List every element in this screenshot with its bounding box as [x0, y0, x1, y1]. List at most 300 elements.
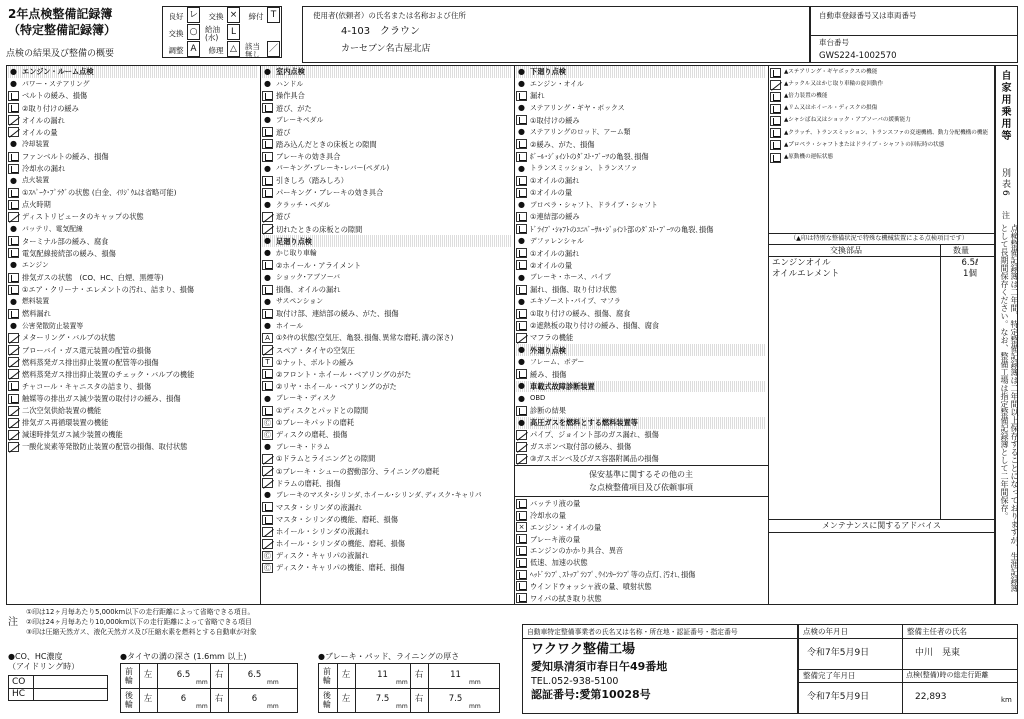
check-mark-icon[interactable] — [8, 152, 19, 162]
check-item — [8, 127, 258, 139]
not-applicable-icon[interactable] — [8, 406, 19, 416]
bullet-icon[interactable]: ● — [518, 78, 525, 88]
check-mark-icon[interactable] — [516, 406, 527, 416]
item-text: ﾄﾞﾗｲﾌﾞ･ｼｬﾌﾄのﾕﾆﾊﾞｰｻﾙ･ｼﾞｮｲﾝﾄ部のﾀﾞｽﾄ･ﾌﾞｰﾂの亀裂､損傷 — [530, 224, 714, 234]
not-applicable-icon[interactable] — [8, 345, 19, 355]
not-applicable-icon[interactable] — [262, 224, 273, 234]
check-mark-icon[interactable] — [516, 91, 527, 101]
item-text: ホイール・シリンダの機能、磨耗、損傷 — [276, 539, 405, 549]
side-note-head: 注 — [1002, 211, 1010, 220]
check-mark-icon[interactable] — [516, 570, 527, 580]
check-mark-icon[interactable] — [262, 127, 273, 137]
item-text: 下廻り点検 — [530, 67, 566, 77]
not-applicable-icon[interactable] — [8, 127, 19, 137]
complete-label: 整備完了年月日 — [803, 671, 856, 680]
check-mark-icon[interactable] — [8, 91, 19, 101]
item-text: ﾍｯﾄﾞﾗﾝﾌﾟ､ｽﾄｯﾌﾟﾗﾝﾌﾟ､ｳｲﾝｶｰﾗﾝﾌﾟ等の点灯､汚れ､損傷 — [530, 570, 696, 580]
bullet-icon[interactable]: ● — [518, 296, 525, 306]
not-applicable-icon[interactable] — [8, 369, 19, 379]
measurement-value: 11 — [450, 670, 461, 680]
odo-value: 22,893 — [915, 692, 947, 702]
check-mark-icon[interactable] — [516, 321, 527, 331]
check-item — [516, 581, 766, 593]
check-mark-icon[interactable] — [516, 152, 527, 162]
check-item — [262, 526, 512, 538]
check-item — [8, 332, 258, 344]
qty-head: 数量 — [953, 246, 969, 255]
check-mark-icon[interactable] — [516, 260, 527, 270]
item-text: 燃料蒸発ガス排出抑止装置の配管等の損傷 — [22, 357, 159, 367]
parts-head: 交換部品 — [830, 246, 862, 255]
group-label — [8, 296, 258, 308]
not-applicable-icon[interactable] — [770, 80, 781, 90]
check-item — [262, 356, 512, 368]
shop-box — [522, 624, 798, 714]
check-mark-icon[interactable] — [8, 381, 19, 391]
item-text: バッテリ、電気配線 — [22, 224, 83, 233]
bullet-icon[interactable]: ● — [518, 66, 525, 76]
check-item — [516, 441, 766, 453]
item-text: 取付け部、連結部の緩み、がた、損傷 — [276, 309, 399, 319]
not-applicable-icon[interactable] — [516, 454, 527, 464]
bullet-icon[interactable]: ● — [264, 248, 271, 258]
bullet-icon[interactable]: ● — [264, 320, 271, 330]
check-item — [262, 405, 512, 417]
item-text: パーキング･ブレーキ･レバー(ペダル) — [276, 164, 390, 173]
item-text: デファレンシャル — [530, 236, 584, 245]
check-item — [8, 308, 258, 320]
group-label — [516, 296, 766, 308]
check-mark-icon[interactable] — [516, 369, 527, 379]
item-text: ③ガスボンベ及びガス容器附属品の損傷 — [530, 454, 659, 464]
legend-label: 該当無し — [245, 42, 260, 59]
group-label — [516, 356, 766, 368]
item-text: ②遮熱板の取り付けの緩み、損傷、腐食 — [530, 321, 660, 331]
item-text: ブレーキ・ホース、パイプ — [530, 273, 611, 282]
item-text: ①ブレーキパッドの磨耗 — [276, 418, 355, 428]
check-mark-icon[interactable] — [8, 285, 19, 295]
tire-table — [120, 663, 298, 713]
item-text: ▲原動機の運転状態 — [784, 153, 834, 160]
part-qty: 1個 — [963, 269, 977, 279]
item-text: 室内点検 — [276, 67, 305, 77]
check-item — [516, 320, 766, 332]
check-item — [770, 67, 994, 79]
check-mark-icon[interactable] — [770, 140, 781, 150]
shop-address: 愛知県清須市春日午49番地 — [531, 660, 668, 673]
item-text: ブレーキ液の量 — [530, 534, 581, 544]
item-text: エンジン — [22, 261, 49, 270]
other-items-head2: な点検整備項目及び依頼事項 — [589, 483, 693, 492]
check-item — [516, 175, 766, 187]
check-item — [262, 332, 512, 344]
check-mark-icon[interactable] — [262, 285, 273, 295]
shop-cert: 認証番号:愛第10028号 — [531, 688, 651, 701]
item-text: 点火装置 — [22, 176, 50, 185]
item-text: オイルの漏れ — [22, 115, 65, 125]
doc-title: 2年点検整備記録簿 （特定整備記録簿） — [8, 7, 117, 37]
item-text: 外廻り点検 — [530, 345, 566, 355]
check-mark-icon[interactable] — [770, 116, 781, 126]
check-mark-icon[interactable] — [262, 515, 273, 525]
item-text: ①取り付けの緩み、損傷、腐食 — [530, 309, 631, 319]
item-text: ②フロント・ホイール・ベアリングのがた — [276, 369, 412, 379]
group-label — [262, 248, 512, 260]
item-text: 足廻り点検 — [276, 236, 312, 246]
not-applicable-icon[interactable] — [262, 527, 273, 537]
not-applicable-icon[interactable] — [8, 212, 19, 222]
side-title: 自家用乗用等 — [999, 70, 1010, 142]
check-mark-icon[interactable] — [8, 200, 19, 210]
check-mark-icon[interactable] — [516, 511, 527, 521]
item-text: ディスク・キャリパの液漏れ — [276, 551, 369, 561]
check-item — [516, 248, 766, 260]
check-item — [262, 477, 512, 489]
legend-symbol: A — [187, 41, 200, 57]
check-item — [8, 187, 258, 199]
bullet-icon[interactable]: ● — [518, 163, 525, 173]
item-text: ▲倍力装置の機能 — [784, 93, 828, 100]
item-text: ①ナット、ボルトの緩み — [276, 357, 354, 367]
check-item — [8, 151, 258, 163]
check-mark-icon[interactable] — [262, 260, 273, 270]
tire-head: ●タイヤの溝の深さ (1.6mm 以上) — [120, 652, 247, 661]
owner-store: カーセブン名古屋北店 — [341, 44, 431, 54]
clean-icon[interactable]: Ⓒ — [264, 551, 271, 560]
not-applicable-icon[interactable] — [8, 333, 19, 343]
group-label — [516, 78, 766, 90]
unit-label: mm — [396, 703, 408, 710]
check-mark-icon[interactable] — [516, 212, 527, 222]
legend-symbol: ／ — [267, 41, 280, 57]
item-text: オイルの量 — [22, 127, 58, 137]
bullet-icon[interactable]: ● — [10, 66, 17, 76]
bullet-icon[interactable]: ● — [10, 260, 17, 270]
check-mark-icon[interactable] — [8, 248, 19, 258]
clean-icon[interactable]: Ⓒ — [264, 563, 271, 572]
not-applicable-icon[interactable] — [262, 539, 273, 549]
bullet-icon[interactable]: ● — [264, 490, 271, 500]
check-item — [262, 538, 512, 550]
item-text: ①ﾀｲﾔの状態(空気圧、亀裂､損傷､異常な磨耗､溝の深さ) — [276, 333, 454, 343]
group-label — [8, 223, 258, 235]
front-wheel-label: 前輪 — [125, 667, 133, 685]
check-mark-icon[interactable] — [516, 309, 527, 319]
check-item — [262, 175, 512, 187]
chassis-number: GWS224-1002570 — [819, 51, 897, 61]
item-text: 電気配線接続部の緩み、損傷 — [22, 248, 116, 258]
check-mark-icon[interactable] — [770, 128, 781, 138]
item-text: 引きしろ（踏みしろ） — [276, 176, 348, 186]
item-text: マスタ・シリンダの液漏れ — [276, 502, 362, 512]
check-mark-icon[interactable] — [8, 394, 19, 404]
section-header — [516, 344, 766, 356]
item-text: 一酸化炭素等発散防止装置の配管の損傷、取付状態 — [22, 442, 188, 452]
item-text: 診断の結果 — [530, 406, 566, 416]
check-item — [770, 103, 994, 115]
side-label: 左 — [143, 694, 153, 704]
item-text: ショック･アブソーバ — [276, 273, 341, 282]
bullet-icon[interactable]: ● — [518, 127, 525, 137]
owner-label: 使用者(依頼者）の氏名または名称および住所 — [313, 11, 466, 20]
bullet-icon[interactable]: ● — [518, 236, 525, 246]
item-text: パーキング・ブレーキの効き具合 — [276, 188, 384, 198]
check-mark-icon[interactable] — [516, 248, 527, 258]
check-mark-icon[interactable] — [516, 285, 527, 295]
check-mark-icon[interactable] — [8, 164, 19, 174]
unit-label: mm — [469, 679, 481, 686]
rear-wheel-label: 後輪 — [125, 691, 133, 709]
check-item — [516, 510, 766, 522]
check-item — [262, 514, 512, 526]
check-mark-icon[interactable] — [262, 502, 273, 512]
check-mark-icon[interactable] — [262, 176, 273, 186]
item-text: 減速時排気ガス減少装置の機能 — [22, 430, 123, 440]
check-mark-icon[interactable] — [262, 152, 273, 162]
group-label — [516, 199, 766, 211]
item-text: 触媒等の排出ガス減少装置の取付けの緩み、損傷 — [22, 393, 181, 403]
side-label: 右 — [414, 694, 424, 704]
item-text: 燃料装置 — [22, 297, 50, 306]
check-item — [262, 429, 512, 441]
not-applicable-icon[interactable] — [8, 442, 19, 452]
item-text: ﾎﾞｰﾙ･ｼﾞｮｲﾝﾄのﾀﾞｽﾄ･ﾌﾞｰﾂの亀裂､損傷 — [530, 151, 649, 161]
item-text: 二次空気供給装置の機能 — [22, 406, 102, 416]
item-text: ②緩み、がた、損傷 — [530, 139, 595, 149]
check-mark-icon[interactable] — [262, 369, 273, 379]
item-text: 損傷、オイルの漏れ — [276, 285, 341, 295]
item-text: ベルトの緩み、損傷 — [22, 91, 88, 101]
not-applicable-icon[interactable] — [262, 466, 273, 476]
bullet-icon[interactable]: ● — [518, 103, 525, 113]
group-label — [262, 490, 512, 502]
item-text: エンジンのかかり具合、異音 — [530, 546, 624, 556]
not-applicable-icon[interactable] — [516, 430, 527, 440]
item-text: 操作具合 — [276, 91, 305, 101]
check-item — [770, 79, 994, 91]
check-item — [262, 502, 512, 514]
bullet-icon[interactable]: ● — [264, 78, 271, 88]
item-text: エンジン・オイルの量 — [530, 522, 602, 532]
pad-head: ●ブレーキ・パッド、ライニングの厚さ — [318, 652, 460, 661]
item-text: ワイパの拭き取り状態 — [530, 593, 602, 603]
chief-name: 中川 晃東 — [915, 648, 961, 658]
check-item — [262, 223, 512, 235]
advice-head: メンテナンスに関するアドバイス — [821, 521, 942, 530]
check-mark-icon[interactable] — [516, 558, 527, 568]
not-applicable-icon[interactable] — [262, 478, 273, 488]
check-item — [8, 90, 258, 102]
item-text: ①ブレーキ・シューの摺動部分、ライニングの磨耗 — [276, 466, 440, 476]
item-text: 遊び — [276, 212, 291, 222]
bullet-icon[interactable]: ● — [10, 175, 17, 185]
legend-label: 給油(水) — [205, 25, 220, 42]
owner-name: 4-103 クラウン — [341, 26, 421, 37]
item-text: バッテリ液の量 — [530, 499, 581, 509]
replace-icon[interactable]: × — [516, 522, 527, 532]
not-applicable-icon[interactable] — [8, 430, 19, 440]
check-mark-icon[interactable] — [516, 139, 527, 149]
check-mark-icon[interactable] — [262, 309, 273, 319]
bullet-icon[interactable]: ● — [10, 139, 17, 149]
item-text: 車載式故障診断装置 — [530, 381, 595, 391]
check-mark-icon[interactable] — [8, 188, 19, 198]
item-text: 冷却水の漏れ — [22, 164, 66, 174]
check-mark-icon[interactable] — [516, 581, 527, 591]
bullet-icon[interactable]: ● — [264, 115, 271, 125]
check-item — [8, 441, 258, 453]
clean-icon[interactable]: Ⓒ — [264, 430, 271, 439]
clean-icon[interactable]: Ⓒ — [264, 418, 271, 427]
legend-symbol: L — [227, 24, 240, 40]
shop-name: ワクワク整備工場 — [531, 642, 636, 657]
check-mark-icon[interactable] — [516, 188, 527, 198]
not-applicable-icon[interactable] — [262, 212, 273, 222]
check-mark-icon[interactable] — [516, 115, 527, 125]
group-label — [262, 441, 512, 453]
check-mark-icon[interactable] — [262, 139, 273, 149]
not-applicable-icon[interactable] — [8, 357, 19, 367]
check-item — [8, 235, 258, 247]
bullet-icon[interactable]: ● — [518, 417, 525, 427]
item-text: ディスク・キャリパの機能、磨耗、損傷 — [276, 563, 405, 573]
section-header — [516, 66, 766, 78]
item-text: 排気ガスの状態 (CO、HC、白煙、黒煙等) — [22, 272, 164, 282]
legend-symbol: レ — [187, 7, 200, 23]
check-mark-icon[interactable] — [516, 534, 527, 544]
bullet-icon[interactable]: ● — [10, 296, 17, 306]
check-item — [262, 284, 512, 296]
bullet-icon[interactable]: ● — [264, 272, 271, 282]
check-item — [516, 151, 766, 163]
group-label — [262, 272, 512, 284]
item-text: ターミナル部の緩み、腐食 — [22, 236, 109, 246]
measurement-value: 6.5 — [176, 670, 191, 680]
check-mark-icon[interactable] — [516, 224, 527, 234]
check-mark-icon[interactable] — [516, 593, 527, 603]
side-label: 左 — [341, 670, 351, 680]
bullet-icon[interactable]: ● — [264, 441, 271, 451]
bullet-icon[interactable]: ● — [264, 163, 271, 173]
check-mark-icon[interactable] — [262, 188, 273, 198]
chassis-label: 車台番号 — [819, 38, 849, 47]
adjust-icon[interactable]: A — [262, 333, 273, 343]
check-mark-icon[interactable] — [770, 153, 781, 163]
bullet-icon[interactable]: ● — [10, 224, 17, 234]
item-text: ブレーキペダル — [276, 115, 324, 124]
check-mark-icon[interactable] — [262, 381, 273, 391]
item-text: 遊び — [276, 127, 291, 137]
not-applicable-icon[interactable] — [262, 454, 273, 464]
group-label — [262, 163, 512, 175]
not-applicable-icon[interactable] — [8, 418, 19, 428]
side-label: 右 — [214, 670, 224, 680]
co-label: CO — [12, 677, 26, 687]
unit-label: mm — [396, 679, 408, 686]
not-applicable-icon[interactable] — [8, 115, 19, 125]
item-text: ブレーキのマスタ･シリンダ､ホイール･シリンダ､ディスク･キャリパ — [276, 490, 482, 499]
item-text: かじ取り車輪 — [276, 248, 317, 257]
bullet-icon[interactable]: ● — [10, 320, 17, 330]
item-text: 公害発散防止装置等 — [22, 321, 84, 330]
bullet-icon[interactable]: ● — [518, 345, 525, 355]
bullet-icon[interactable]: ● — [264, 393, 271, 403]
check-item — [8, 248, 258, 260]
bullet-icon[interactable]: ● — [518, 393, 525, 403]
check-item — [262, 139, 512, 151]
notes: ①印は12ヶ月毎あたり5,000km以下の走行距離によって省略できる項目。 ②印は24ヶ月毎あたり10,000km以下の走行距離によって省略できる項目 ③印は圧縮天然ガス、液化天然ガス及び圧縮水素を燃料とする自動車が対象 — [26, 608, 257, 636]
check-item — [262, 308, 512, 320]
not-applicable-icon[interactable] — [516, 333, 527, 343]
item-text: 点火時期 — [22, 200, 51, 210]
legend-label: 良好 — [168, 11, 184, 21]
bullet-icon[interactable]: ● — [518, 199, 525, 209]
check-item — [516, 453, 766, 465]
legend-symbol: △ — [227, 41, 240, 57]
bullet-icon[interactable]: ● — [264, 296, 271, 306]
section-header — [516, 381, 766, 393]
check-item — [516, 211, 766, 223]
check-mark-icon[interactable] — [8, 273, 19, 283]
bullet-icon[interactable]: ● — [264, 66, 271, 76]
check-item — [770, 140, 994, 152]
item-text: ステアリング・ギヤ・ボックス — [530, 103, 625, 112]
item-text: ▲クラッチ、トランスミッション、トランスファの変速機構、動力分配機構の機能 — [784, 129, 989, 136]
check-item — [8, 344, 258, 356]
side-note: 点検整備記録簿は二年間、特定整備記録簿は二年間以上保存することになっておりますが、生涯記録簿として長期間保存ください。なお、整備工場は指定整備記録簿として二年間保存。 — [1000, 224, 1019, 592]
check-mark-icon[interactable] — [262, 103, 273, 113]
item-text: ①ドラムとライニングとの隙間 — [276, 454, 376, 464]
unit-label: mm — [196, 679, 208, 686]
item-text: 冷却装置 — [22, 140, 50, 149]
check-mark-icon[interactable] — [8, 236, 19, 246]
item-text: ②ホイール・アライメント — [276, 260, 362, 270]
check-item — [516, 557, 766, 569]
not-applicable-icon[interactable] — [262, 345, 273, 355]
check-mark-icon[interactable] — [770, 68, 781, 78]
check-mark-icon[interactable] — [262, 406, 273, 416]
check-mark-icon[interactable] — [516, 546, 527, 556]
item-text: チャコール・キャニスタの詰まり、損傷 — [22, 381, 152, 391]
item-text: ①連結部の緩み — [530, 212, 580, 222]
bullet-icon[interactable]: ● — [264, 236, 271, 246]
check-mark-icon[interactable] — [262, 91, 273, 101]
special-note: （▲印は特別な整備状況で特殊な機械装置による点検項目です） — [790, 235, 969, 242]
bullet-icon[interactable]: ● — [518, 272, 525, 282]
bullet-icon[interactable]: ● — [10, 78, 17, 88]
co-hc-head: ●CO、HC濃度 （アイドリング時） — [8, 652, 80, 671]
legend-symbol: ○ — [187, 24, 200, 40]
tighten-icon[interactable]: T — [262, 357, 273, 367]
check-item — [516, 369, 766, 381]
check-mark-icon[interactable] — [770, 92, 781, 102]
check-mark-icon[interactable] — [770, 104, 781, 114]
check-mark-icon[interactable] — [516, 499, 527, 509]
check-mark-icon[interactable] — [8, 309, 19, 319]
bullet-icon[interactable]: ● — [518, 381, 525, 391]
item-text: ①取付けの緩み — [530, 115, 580, 125]
item-text: ホイール・シリンダの液漏れ — [276, 527, 370, 537]
check-mark-icon[interactable] — [8, 103, 19, 113]
bullet-icon[interactable]: ● — [518, 357, 525, 367]
check-item — [8, 369, 258, 381]
check-mark-icon[interactable] — [516, 176, 527, 186]
not-applicable-icon[interactable] — [516, 442, 527, 452]
item-text: 排気ガス再循環装置の機能 — [22, 418, 109, 428]
bullet-icon[interactable]: ● — [264, 199, 271, 209]
unit-label: mm — [196, 703, 208, 710]
odo-label: 点検(整備)時の総走行距離 — [906, 671, 989, 679]
